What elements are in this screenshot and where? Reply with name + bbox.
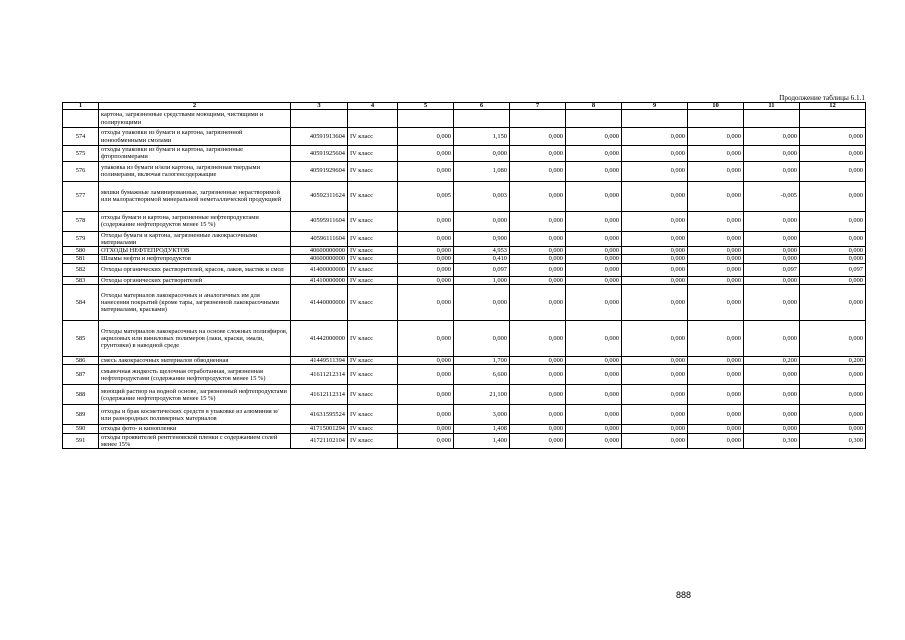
waste-code-cell: 41410000000 [291, 276, 348, 284]
row-number-cell: 590 [63, 425, 99, 433]
col-6-cell: 1,150 [454, 128, 510, 146]
col-12-cell: 0,200 [800, 357, 866, 365]
column-header-6: 6 [454, 103, 510, 110]
waste-code-cell: 40596111604 [291, 231, 348, 247]
col-9-cell: 0,000 [622, 161, 688, 181]
col-9-cell: 0,000 [622, 211, 688, 231]
col-6-cell: 0,900 [454, 231, 510, 247]
col-6-cell: 6,600 [454, 365, 510, 385]
waste-name-cell: отходы проявителей рентгеновской пленки с содержанием солей менее 15% [99, 433, 291, 449]
col-12-cell: 0,000 [800, 276, 866, 284]
col-8-cell: 0,000 [566, 146, 622, 162]
col-10-cell: 0,000 [688, 211, 744, 231]
col-5-cell: 0,000 [398, 285, 454, 321]
waste-name-cell: отходы упаковки из бумаги и картона, загрязненной ионообменными смолами [99, 128, 291, 146]
table-row [63, 385, 866, 405]
col-11-cell: 0,000 [744, 405, 800, 425]
waste-name-cell: Отходы материалов лакокрасочных на основе сложных полиэфиров, акриловых или виниловых полимеров (лаки, краски, эмали, грунтовки) в наводной среде [99, 321, 291, 357]
hazard-class-cell: IV класс [348, 385, 398, 405]
col-12-cell: 0,000 [800, 255, 866, 263]
col-6-cell: 1,000 [454, 276, 510, 284]
col-5-cell: 0,000 [398, 433, 454, 449]
col-11-cell: -0,005 [744, 181, 800, 211]
col-11-cell: 0,000 [744, 146, 800, 162]
col-9-cell: 0,000 [622, 285, 688, 321]
col-12-cell: 0,000 [800, 385, 866, 405]
row-number-cell: 575 [63, 146, 99, 162]
waste-name-cell: Отходы органических растворителей [99, 276, 291, 284]
row-number-cell [63, 110, 99, 128]
waste-name-cell: картона, загрязненные средствами моющими, чистящими и полирующими [99, 110, 291, 128]
row-number-cell: 579 [63, 231, 99, 247]
waste-code-cell: 40591929604 [291, 161, 348, 181]
col-11-cell: 0,000 [744, 425, 800, 433]
waste-code-cell [291, 110, 348, 128]
col-5-cell: 0,000 [398, 231, 454, 247]
row-number-cell: 591 [63, 433, 99, 449]
col-7-cell: 0,000 [510, 161, 566, 181]
col-5-cell: 0,000 [398, 357, 454, 365]
col-9-cell: 0,000 [622, 146, 688, 162]
col-7-cell: 0,000 [510, 321, 566, 357]
col-12-cell: 0,000 [800, 321, 866, 357]
col-11-cell: 0,097 [744, 263, 800, 276]
col-5-cell: 0,000 [398, 255, 454, 263]
col-10-cell: 0,000 [688, 263, 744, 276]
col-8-cell: 0,000 [566, 247, 622, 255]
hazard-class-cell: IV класс [348, 161, 398, 181]
col-9-cell: 0,000 [622, 263, 688, 276]
hazard-class-cell: IV класс [348, 263, 398, 276]
col-9-cell: 0,000 [622, 128, 688, 146]
hazard-class-cell: IV класс [348, 247, 398, 255]
hazard-class-cell [348, 110, 398, 128]
waste-code-cell: 41400000000 [291, 263, 348, 276]
table-row [63, 263, 866, 276]
col-11-cell: 0,000 [744, 276, 800, 284]
col-5-cell [398, 110, 454, 128]
waste-name-cell: упаковка из бумаги и/или картона, загрязненная твердыми полимерами, включая галогенсодержащие [99, 161, 291, 181]
col-10-cell: 0,000 [688, 276, 744, 284]
col-10-cell: 0,000 [688, 365, 744, 385]
col-6-cell: 0,003 [454, 181, 510, 211]
column-header-9: 9 [622, 103, 688, 110]
col-9-cell: 0,000 [622, 433, 688, 449]
column-header-2: 2 [99, 103, 291, 110]
col-9-cell: 0,000 [622, 231, 688, 247]
table-row [63, 357, 866, 365]
col-9-cell: 0,000 [622, 357, 688, 365]
waste-name-cell: отходы фото- и кинопленки [99, 425, 291, 433]
hazard-class-cell: IV класс [348, 433, 398, 449]
table-row [63, 365, 866, 385]
row-number-cell: 587 [63, 365, 99, 385]
col-6-cell: 1,700 [454, 357, 510, 365]
hazard-class-cell: IV класс [348, 181, 398, 211]
hazard-class-cell: IV класс [348, 321, 398, 357]
table-row [63, 110, 866, 128]
hazard-class-cell: IV класс [348, 231, 398, 247]
col-7-cell: 0,000 [510, 146, 566, 162]
waste-code-cell: 41449511394 [291, 357, 348, 365]
col-6-cell: 4,953 [454, 247, 510, 255]
col-6-cell: 1,400 [454, 433, 510, 449]
waste-name-cell: отходы и брак косметических средств в упаковке из алюминия и/или разнородных полимерных материалов [99, 405, 291, 425]
col-8-cell: 0,000 [566, 211, 622, 231]
col-9-cell: 0,000 [622, 255, 688, 263]
column-header-11: 11 [744, 103, 800, 110]
col-5-cell: 0,000 [398, 211, 454, 231]
col-6-cell [454, 110, 510, 128]
table-row [63, 161, 866, 181]
col-9-cell: 0,000 [622, 321, 688, 357]
waste-code-cell: 40592311624 [291, 181, 348, 211]
col-12-cell: 0,000 [800, 181, 866, 211]
table-row [63, 231, 866, 247]
col-6-cell: 0,410 [454, 255, 510, 263]
waste-name-cell: отходы бумаги и картона, загрязненные нефтепродуктами (содержание нефтепродуктов менее 15 %) [99, 211, 291, 231]
col-7-cell: 0,000 [510, 255, 566, 263]
col-11-cell: 0,000 [744, 211, 800, 231]
col-7-cell: 0,000 [510, 263, 566, 276]
column-header-10: 10 [688, 103, 744, 110]
table-row [63, 211, 866, 231]
col-8-cell: 0,000 [566, 425, 622, 433]
col-5-cell: 0,000 [398, 321, 454, 357]
hazard-class-cell: IV класс [348, 128, 398, 146]
waste-code-cell: 41631595524 [291, 405, 348, 425]
table-row [63, 425, 866, 433]
col-6-cell: 0,000 [454, 321, 510, 357]
table-row [63, 285, 866, 321]
waste-code-cell: 40600000000 [291, 247, 348, 255]
col-12-cell: 0,000 [800, 247, 866, 255]
col-11-cell: 0,200 [744, 357, 800, 365]
col-8-cell: 0,000 [566, 128, 622, 146]
waste-name-cell: Отходы материалов лакокрасочных и аналогичных им для нанесения покрытий (кроме тары, загрязненной лакокрасочными материалами, красками) [99, 285, 291, 321]
column-header-8: 8 [566, 103, 622, 110]
col-12-cell: 0,000 [800, 425, 866, 433]
col-5-cell: 0,000 [398, 247, 454, 255]
col-7-cell: 0,000 [510, 385, 566, 405]
col-7-cell: 0,000 [510, 405, 566, 425]
col-6-cell: 0,000 [454, 146, 510, 162]
col-8-cell: 0,000 [566, 365, 622, 385]
col-5-cell: 0,000 [398, 276, 454, 284]
row-number-cell: 574 [63, 128, 99, 146]
col-7-cell: 0,000 [510, 231, 566, 247]
col-8-cell: 0,000 [566, 405, 622, 425]
hazard-class-cell: IV класс [348, 405, 398, 425]
row-number-cell: 585 [63, 321, 99, 357]
waste-code-cell: 41612112314 [291, 385, 348, 405]
col-10-cell: 0,000 [688, 433, 744, 449]
col-5-cell: 0,000 [398, 128, 454, 146]
col-12-cell: 0,097 [800, 263, 866, 276]
hazard-class-cell: IV класс [348, 276, 398, 284]
col-8-cell: 0,000 [566, 276, 622, 284]
col-5-cell: 0,000 [398, 146, 454, 162]
waste-name-cell: Шламы нефти и нефтепродуктов [99, 255, 291, 263]
col-12-cell: 0,000 [800, 405, 866, 425]
waste-code-cell: 40591913604 [291, 128, 348, 146]
col-11-cell: 0,000 [744, 285, 800, 321]
col-12-cell: 0,000 [800, 128, 866, 146]
col-5-cell: 0,000 [398, 365, 454, 385]
waste-code-cell: 40595911604 [291, 211, 348, 231]
col-9-cell [622, 110, 688, 128]
waste-table [62, 102, 866, 449]
column-header-3: 3 [291, 103, 348, 110]
row-number-cell: 584 [63, 285, 99, 321]
col-5-cell: 0,000 [398, 263, 454, 276]
col-9-cell: 0,000 [622, 181, 688, 211]
col-7-cell [510, 110, 566, 128]
table-row [63, 321, 866, 357]
col-5-cell: 0,000 [398, 161, 454, 181]
col-6-cell: 21,100 [454, 385, 510, 405]
col-7-cell: 0,000 [510, 425, 566, 433]
row-number-cell: 589 [63, 405, 99, 425]
col-8-cell: 0,000 [566, 231, 622, 247]
col-10-cell: 0,000 [688, 146, 744, 162]
col-8-cell: 0,000 [566, 161, 622, 181]
col-10-cell: 0,000 [688, 285, 744, 321]
table-header [63, 103, 866, 110]
row-number-cell: 582 [63, 263, 99, 276]
column-header-7: 7 [510, 103, 566, 110]
col-12-cell [800, 110, 866, 128]
col-10-cell: 0,000 [688, 161, 744, 181]
hazard-class-cell: IV класс [348, 146, 398, 162]
col-12-cell: 0,000 [800, 365, 866, 385]
waste-name-cell: смывочная жидкость щелочная отработанная, загрязненная нефтепродуктами (содержание нефтепродуктов менее 15 %) [99, 365, 291, 385]
col-7-cell: 0,000 [510, 247, 566, 255]
col-6-cell: 1,080 [454, 161, 510, 181]
waste-name-cell: моющий раствор на водной основе, загрязненный нефтепродуктами (содержание нефтепродуктов менее 15 %) [99, 385, 291, 405]
table-caption: Продолжение таблицы 6.1.1 [779, 94, 865, 102]
col-12-cell: 0,000 [800, 146, 866, 162]
col-8-cell: 0,000 [566, 285, 622, 321]
col-9-cell: 0,000 [622, 385, 688, 405]
col-11-cell: 0,000 [744, 231, 800, 247]
col-11-cell: 0,000 [744, 128, 800, 146]
col-9-cell: 0,000 [622, 276, 688, 284]
col-12-cell: 0,300 [800, 433, 866, 449]
waste-code-cell: 40600000000 [291, 255, 348, 263]
col-9-cell: 0,000 [622, 247, 688, 255]
col-11-cell: 0,000 [744, 385, 800, 405]
col-8-cell [566, 110, 622, 128]
col-11-cell: 0,000 [744, 161, 800, 181]
column-header-12: 12 [800, 103, 866, 110]
col-7-cell: 0,000 [510, 285, 566, 321]
col-8-cell: 0,000 [566, 263, 622, 276]
col-10-cell: 0,000 [688, 405, 744, 425]
hazard-class-cell: IV класс [348, 285, 398, 321]
col-9-cell: 0,000 [622, 365, 688, 385]
table-row [63, 146, 866, 162]
waste-name-cell: смесь лакокрасочных материалов обводненная [99, 357, 291, 365]
col-6-cell: 0,000 [454, 285, 510, 321]
col-10-cell: 0,000 [688, 385, 744, 405]
hazard-class-cell: IV класс [348, 211, 398, 231]
col-7-cell: 0,000 [510, 357, 566, 365]
col-10-cell [688, 110, 744, 128]
col-5-cell: 0,000 [398, 425, 454, 433]
col-10-cell: 0,000 [688, 231, 744, 247]
row-number-cell: 581 [63, 255, 99, 263]
header-row [63, 103, 866, 110]
col-12-cell: 0,000 [800, 211, 866, 231]
hazard-class-cell: IV класс [348, 365, 398, 385]
col-12-cell: 0,000 [800, 285, 866, 321]
col-8-cell: 0,000 [566, 433, 622, 449]
col-8-cell: 0,000 [566, 385, 622, 405]
hazard-class-cell: IV класс [348, 255, 398, 263]
col-7-cell: 0,000 [510, 211, 566, 231]
column-header-1: 1 [63, 103, 99, 110]
col-9-cell: 0,000 [622, 425, 688, 433]
table-row [63, 405, 866, 425]
col-11-cell: 0,300 [744, 433, 800, 449]
col-7-cell: 0,000 [510, 181, 566, 211]
col-5-cell: 0,000 [398, 385, 454, 405]
hazard-class-cell: IV класс [348, 425, 398, 433]
waste-name-cell: Отходы органических растворителей, красок, лаков, мастик и смол [99, 263, 291, 276]
col-12-cell: 0,000 [800, 161, 866, 181]
col-9-cell: 0,000 [622, 405, 688, 425]
column-header-5: 5 [398, 103, 454, 110]
col-7-cell: 0,000 [510, 433, 566, 449]
col-6-cell: 1,408 [454, 425, 510, 433]
waste-name-cell: Отходы бумаги и картона, загрязненные лакокрасочными материалами [99, 231, 291, 247]
waste-code-cell: 41442000000 [291, 321, 348, 357]
col-10-cell: 0,000 [688, 357, 744, 365]
col-5-cell: 0,000 [398, 405, 454, 425]
col-8-cell: 0,000 [566, 321, 622, 357]
waste-code-cell: 41715001294 [291, 425, 348, 433]
row-number-cell: 580 [63, 247, 99, 255]
row-number-cell: 576 [63, 161, 99, 181]
row-number-cell: 588 [63, 385, 99, 405]
col-6-cell: 0,097 [454, 263, 510, 276]
col-11-cell: 0,000 [744, 247, 800, 255]
row-number-cell: 577 [63, 181, 99, 211]
col-5-cell: 0,005 [398, 181, 454, 211]
col-10-cell: 0,000 [688, 181, 744, 211]
waste-code-cell: 41440000000 [291, 285, 348, 321]
column-header-4: 4 [348, 103, 398, 110]
col-10-cell: 0,000 [688, 247, 744, 255]
col-8-cell: 0,000 [566, 255, 622, 263]
table-row [63, 247, 866, 255]
waste-code-cell: 40591925604 [291, 146, 348, 162]
row-number-cell: 578 [63, 211, 99, 231]
col-11-cell: 0,000 [744, 365, 800, 385]
table-row [63, 128, 866, 146]
col-10-cell: 0,000 [688, 255, 744, 263]
col-10-cell: 0,000 [688, 425, 744, 433]
col-10-cell: 0,000 [688, 128, 744, 146]
col-7-cell: 0,000 [510, 276, 566, 284]
col-10-cell: 0,000 [688, 321, 744, 357]
table-row [63, 181, 866, 211]
table-body [63, 110, 866, 449]
waste-name-cell: ОТХОДЫ НЕФТЕПРОДУКТОВ [99, 247, 291, 255]
table-row [63, 276, 866, 284]
col-11-cell: 0,000 [744, 321, 800, 357]
waste-code-cell: 41611212314 [291, 365, 348, 385]
waste-name-cell: мешки бумажные ламинированные, загрязненные нерастворимой или малорастворимой минеральной неметаллической продукцией [99, 181, 291, 211]
col-7-cell: 0,000 [510, 365, 566, 385]
table-row [63, 433, 866, 449]
row-number-cell: 583 [63, 276, 99, 284]
col-12-cell: 0,000 [800, 231, 866, 247]
col-11-cell: 0,000 [744, 255, 800, 263]
table-row [63, 255, 866, 263]
col-6-cell: 3,000 [454, 405, 510, 425]
col-7-cell: 0,000 [510, 128, 566, 146]
col-6-cell: 0,000 [454, 211, 510, 231]
waste-name-cell: отходы упаковки из бумаги и картона, загрязненные фторполимерами [99, 146, 291, 162]
hazard-class-cell: IV класс [348, 357, 398, 365]
row-number-cell: 586 [63, 357, 99, 365]
waste-code-cell: 41721102104 [291, 433, 348, 449]
page-number: 888 [676, 590, 692, 600]
col-11-cell [744, 110, 800, 128]
col-8-cell: 0,000 [566, 357, 622, 365]
col-8-cell: 0,000 [566, 181, 622, 211]
